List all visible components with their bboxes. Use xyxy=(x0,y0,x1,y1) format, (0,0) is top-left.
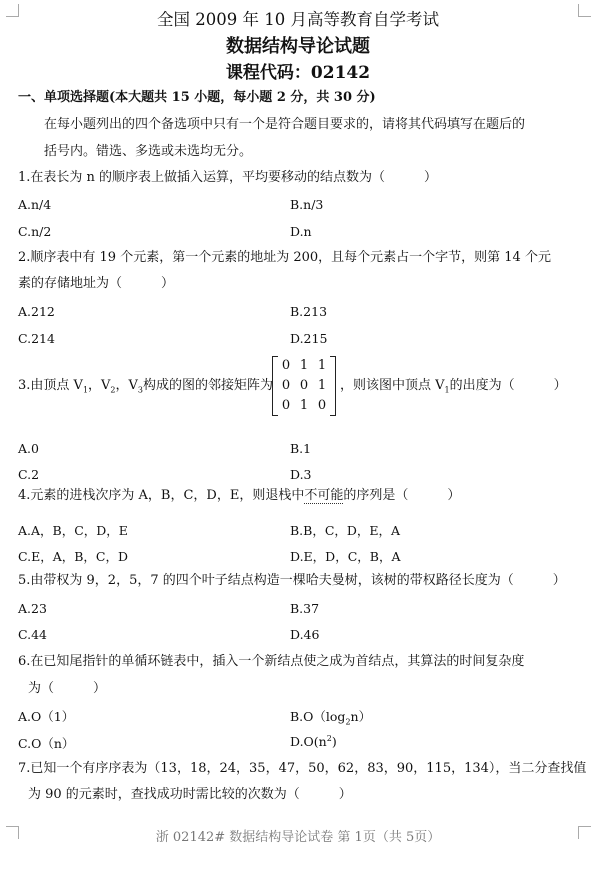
q2-option-c: C.214 xyxy=(18,331,55,346)
question-2-line-2: 素的存储地址为（ ） xyxy=(18,276,175,291)
question-7-line-2: 为 90 的元素时，查找成功时需比较的次数为（ ） xyxy=(28,787,352,802)
q3-option-d: D.3 xyxy=(290,467,312,482)
q4-option-d: D.E，D，C，B，A xyxy=(290,549,401,564)
q1-option-b: B.n/3 xyxy=(290,197,324,212)
subject-title: 数据结构导论试题 xyxy=(226,36,370,57)
instruction-line-1: 在每小题列出的四个备选项中只有一个是符合题目要求的，请将其代码填写在题后的 xyxy=(44,117,526,132)
q5-option-d: D.46 xyxy=(290,627,320,642)
q3-option-b: B.1 xyxy=(290,441,312,456)
matrix-cell: 1 xyxy=(299,398,309,413)
q2-option-a: A.212 xyxy=(18,304,55,319)
q4-option-c: C.E，A，B，C，D xyxy=(18,549,129,564)
question-3-tail: ，则该图中顶点 $V_1$的出度为（ ） xyxy=(340,378,567,395)
exam-title: 全国 2009 年 10 月高等教育自学考试 xyxy=(157,10,439,29)
question-6-line-2: 为（ ） xyxy=(28,681,107,696)
q5-option-b: B.37 xyxy=(290,601,320,616)
q2-option-b: B.213 xyxy=(290,304,328,319)
matrix-cell: 1 xyxy=(299,358,309,373)
instruction-line-2: 括号内。错选、多选或未选均无分。 xyxy=(44,144,253,159)
page-footer: 浙 02142# 数据结构导论试卷 第 1页（共 5页） xyxy=(155,830,441,845)
q3-option-a: A.0 xyxy=(18,441,39,456)
matrix-cell: 0 xyxy=(299,378,309,393)
matrix-cell: 1 xyxy=(317,378,327,393)
matrix-cell: 0 xyxy=(317,398,327,413)
q6-option-b: $B.O(\log_2n)$ xyxy=(290,709,372,727)
question-5: 5.由带权为 9，2，5，7 的四个叶子结点构造一棵哈夫曼树，该树的带权路径长度为（ ） xyxy=(18,573,566,588)
question-4: 4.元素的进栈次序为 A，B，C，D，E，则退栈中不可能的序列是（ ） xyxy=(18,488,461,503)
emphasis-not-possible: 不可能 xyxy=(304,488,344,503)
question-7-line-1: 7.已知一个有序序表为（13，18，24，35，47，50，62，83，90，115，134），当二分查找值 xyxy=(18,761,587,776)
q5-option-a: A.23 xyxy=(18,601,47,616)
q1-option-a: A.n/4 xyxy=(18,197,52,212)
q4-option-b: B.B，C，D，E，A xyxy=(290,523,401,538)
question-1: 1.在表长为 n 的顺序表上做插入运算，平均要移动的结点数为（ ） xyxy=(18,170,438,185)
section-heading: 一、单项选择题(本大题共 15 小题，每小题 2 分，共 30 分) xyxy=(18,90,376,105)
q4-option-a: A.A，B，C，D，E xyxy=(18,523,128,538)
q5-option-c: C.44 xyxy=(18,627,47,642)
matrix-cell: 0 xyxy=(281,358,291,373)
matrix-cell: 0 xyxy=(281,398,291,413)
matrix-cell: 1 xyxy=(317,358,327,373)
question-3-lead: 3.由顶点 $V_1$，$V_2$，$V_3$构成的图的邻接矩阵为 xyxy=(18,378,274,395)
q6-option-c: C.O（n） xyxy=(18,736,75,751)
q6-option-a: A.O（1） xyxy=(18,709,75,724)
q1-option-d: D.n xyxy=(290,224,312,239)
question-6-line-1: 6.在已知尾指针的单循环链表中，插入一个新结点使之成为首结点，其算法的时间复杂度 xyxy=(18,654,525,669)
q6-option-d: $D.O(n^2)$ xyxy=(290,734,337,750)
q1-option-c: C.n/2 xyxy=(18,224,52,239)
q2-option-d: D.215 xyxy=(290,331,328,346)
question-2-line-1: 2.顺序表中有 19 个元素，第一个元素的地址为 200，且每个元素占一个字节，则第 14 个元 xyxy=(18,250,551,265)
q3-option-c: C.2 xyxy=(18,467,40,482)
course-code: 课程代码：02142 xyxy=(225,63,371,83)
adjacency-matrix xyxy=(272,356,336,416)
matrix-cell: 0 xyxy=(281,378,291,393)
